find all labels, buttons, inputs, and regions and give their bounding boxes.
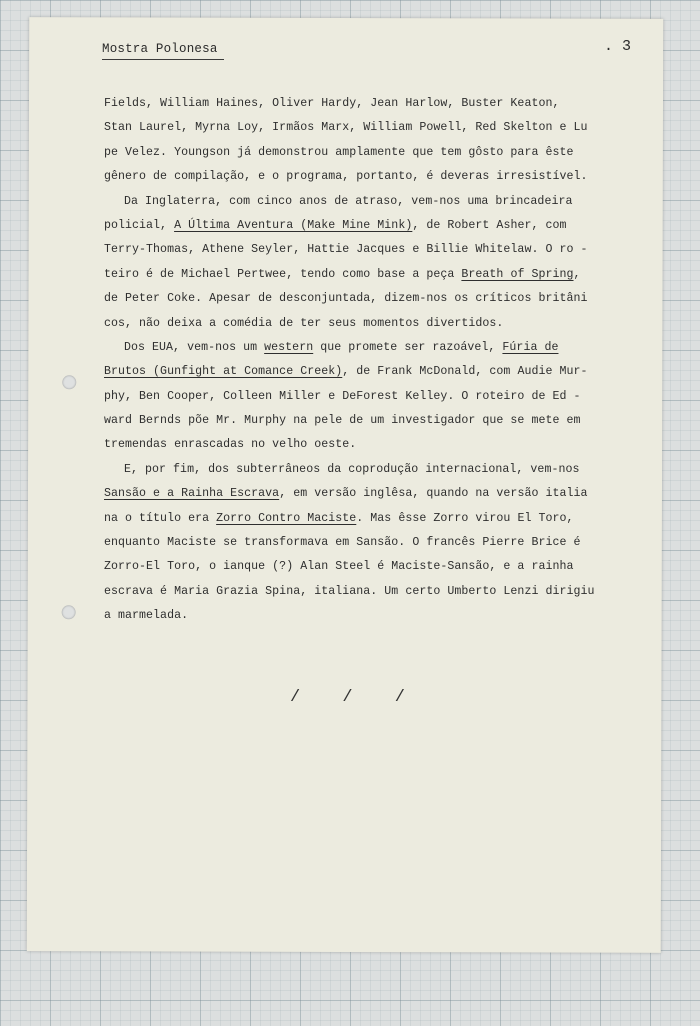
text-line bbox=[104, 165, 644, 189]
underlined-title: Breath of Spring bbox=[461, 267, 574, 281]
text-line bbox=[104, 433, 644, 457]
underlined-title: western bbox=[264, 340, 314, 354]
text-line bbox=[104, 287, 644, 311]
text-line bbox=[104, 360, 644, 384]
underlined-title: Sansão e a Rainha Escrava bbox=[104, 487, 280, 501]
text-line bbox=[104, 336, 644, 360]
text-line bbox=[104, 409, 644, 433]
text-segment: phy, Ben Cooper, Colleen Miller e DeForest Kelley. O roteiro de Ed - bbox=[104, 389, 581, 403]
text-segment: Dos EUA, vem-nos um bbox=[124, 340, 265, 354]
text-segment: , em versão inglêsa, quando na versão italia bbox=[279, 487, 588, 501]
text-line bbox=[104, 238, 644, 262]
text-segment: a marmelada. bbox=[104, 609, 189, 623]
text-segment: . Mas êsse Zorro virou El Toro, bbox=[356, 511, 574, 525]
text-segment: , de Robert Asher, com bbox=[412, 218, 567, 232]
underlined-title: Brutos (Gunfight at Comance Creek) bbox=[104, 365, 343, 379]
text-segment: , de Frank McDonald, com Audie Mur- bbox=[342, 365, 588, 379]
text-segment: Stan Laurel, Myrna Loy, Irmãos Marx, William Powell, Red Skelton e Lu bbox=[104, 121, 588, 135]
text-segment: Fields, William Haines, Oliver Hardy, Jean Harlow, Buster Keaton, bbox=[104, 97, 560, 110]
text-line bbox=[104, 458, 644, 482]
text-line bbox=[104, 385, 644, 409]
text-line bbox=[104, 214, 644, 238]
text-segment: teiro é de Michael Pertwee, tendo como base a peça bbox=[104, 267, 462, 281]
page-number: . 3 bbox=[604, 38, 632, 55]
text-segment: policial, bbox=[104, 218, 175, 232]
underlined-title: Fúria de bbox=[502, 340, 559, 354]
text-segment: Terry-Thomas, Athene Seyler, Hattie Jacques e Billie Whitelaw. O ro - bbox=[104, 243, 588, 257]
text-line bbox=[104, 141, 644, 165]
text-segment: que promete ser razoável, bbox=[313, 340, 503, 354]
text-segment: Zorro-El Toro, o ianque (?) Alan Steel é Maciste-Sansão, e a rainha bbox=[104, 560, 574, 574]
text-line bbox=[104, 507, 644, 531]
text-segment: escrava é Maria Grazia Spina, italiana. Um certo Umberto Lenzi dirigiu bbox=[104, 584, 595, 598]
text-segment: ward Bernds põe Mr. Murphy na pele de um investigador que se mete em bbox=[104, 414, 581, 428]
page-header bbox=[102, 42, 224, 60]
header-title: Mostra Polonesa bbox=[102, 42, 224, 60]
text-segment: Da Inglaterra, com cinco anos de atraso, vem-nos uma brincadeira bbox=[124, 194, 573, 208]
text-segment: E, por fim, dos subterrâneos da coprodução internacional, vem-nos bbox=[124, 462, 580, 476]
punch-hole bbox=[62, 375, 76, 389]
text-segment: pe Velez. Youngson já demonstrou amplamente que tem gôsto para êste bbox=[104, 145, 574, 159]
text-segment: tremendas enrascadas no velho oeste. bbox=[104, 438, 357, 452]
text-segment: na o título era bbox=[104, 511, 217, 525]
text-line bbox=[104, 92, 644, 116]
text-segment: de Peter Coke. Apesar de desconjuntada, dizem-nos os críticos britâni bbox=[104, 292, 588, 306]
underlined-title: Zorro Contro Maciste bbox=[216, 511, 357, 525]
text-line bbox=[104, 190, 644, 214]
end-marks: / / / bbox=[290, 688, 422, 707]
text-segment: cos, não deixa a comédia de ter seus momentos divertidos. bbox=[104, 316, 504, 330]
text-line bbox=[104, 555, 644, 579]
text-line bbox=[104, 580, 644, 604]
text-line bbox=[104, 604, 644, 628]
text-segment: , bbox=[573, 267, 581, 281]
text-segment: enquanto Maciste se transformava em Sansão. O francês Pierre Brice é bbox=[104, 536, 581, 550]
text-line bbox=[104, 531, 644, 555]
text-segment: gênero de compilação, e o programa, portanto, é deveras irresistível. bbox=[104, 170, 588, 184]
text-line bbox=[104, 116, 644, 140]
punch-hole bbox=[62, 605, 76, 619]
text-line bbox=[104, 263, 644, 287]
body-text bbox=[104, 92, 644, 629]
underlined-title: A Última Aventura (Make Mine Mink) bbox=[174, 218, 413, 232]
text-line bbox=[104, 312, 644, 336]
text-line bbox=[104, 482, 644, 506]
